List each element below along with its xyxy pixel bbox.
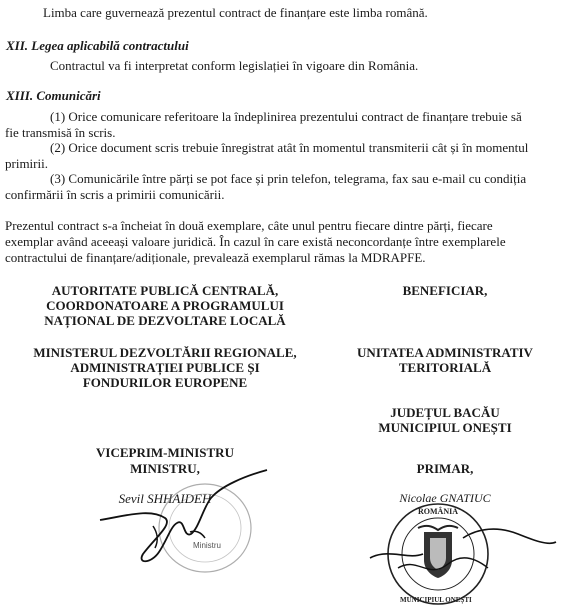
section-xii-text: Contractul va fi interpretat conform legislației în vigoare din România. bbox=[50, 58, 419, 73]
right-uat-line1: UNITATEA ADMINISTRATIV bbox=[357, 345, 533, 360]
right-role: PRIMAR, bbox=[416, 461, 474, 476]
coat-of-arms-icon bbox=[418, 526, 458, 578]
left-authority-line1: AUTORITATE PUBLICĂ CENTRALĂ, bbox=[51, 283, 279, 298]
left-authority-line3: NAȚIONAL DE DEZVOLTARE LOCALĂ bbox=[44, 313, 286, 328]
left-stamp-text: Ministru bbox=[193, 541, 222, 550]
comm-p3-line2: confirmării în scris a primirii comunicării. bbox=[5, 187, 225, 202]
right-seal-top-text: ROMÂNIA bbox=[418, 507, 458, 516]
right-seal-bottom-text: MUNICIPIUL ONEȘTI bbox=[400, 596, 472, 604]
closing-line2: exemplar având aceeași valoare juridică. În cazul în care există neconcordanțe între exemplarele bbox=[5, 234, 506, 249]
right-county: JUDEȚUL BACĂU bbox=[390, 405, 500, 420]
comm-p2-line1: (2) Orice document scris trebuie înregistrat atât în momentul transmiterii cât și în momentul bbox=[50, 140, 529, 155]
left-ministry-line1: MINISTERUL DEZVOLTĂRII REGIONALE, bbox=[33, 345, 297, 360]
right-uat-line2: TERITORIALĂ bbox=[398, 360, 492, 375]
left-signer-name: Sevil SHHAIDEH bbox=[118, 491, 212, 506]
right-seal bbox=[368, 498, 558, 606]
left-authority-line2: COORDONATOARE A PROGRAMULUI bbox=[46, 298, 284, 313]
section-xiii-heading: XIII. Comunicări bbox=[6, 88, 101, 103]
left-role-line2: MINISTRU, bbox=[130, 461, 200, 476]
closing-line1: Prezentul contract s-a încheiat în două exemplare, câte unul pentru fiecare dintre părți, fiecare bbox=[5, 218, 493, 233]
closing-line3: contractului de finanțare/adiționale, prevalează exemplarul rămas la MDRAPFE. bbox=[5, 250, 426, 265]
right-signer-name: Nicolae GNATIUC bbox=[399, 491, 491, 505]
left-signature bbox=[95, 468, 275, 583]
left-ministry-line2: ADMINISTRAȚIEI PUBLICE ȘI bbox=[70, 360, 260, 375]
comm-p2-line2: primirii. bbox=[5, 156, 48, 171]
section-xii-heading: XII. Legea aplicabilă contractului bbox=[6, 38, 189, 53]
right-municipality: MUNICIPIUL ONEȘTI bbox=[378, 420, 512, 435]
left-role-line1: VICEPRIM-MINISTRU bbox=[96, 445, 234, 460]
left-ministry-line3: FONDURILOR EUROPENE bbox=[82, 375, 248, 390]
comm-p3-line1: (3) Comunicările între părți se pot face și prin telefon, telegrama, fax sau e-mail cu condiția bbox=[50, 171, 527, 186]
comm-p1-line1: (1) Orice comunicare referitoare la îndeplinirea prezentului contract de finanțare trebuie să bbox=[50, 109, 522, 124]
comm-p1-line2: fie transmisă în scris. bbox=[5, 125, 116, 140]
top-line: Limba care guvernează prezentul contract de finanțare este limba română. bbox=[43, 5, 428, 20]
right-beneficiary-title: BENEFICIAR, bbox=[402, 283, 488, 298]
